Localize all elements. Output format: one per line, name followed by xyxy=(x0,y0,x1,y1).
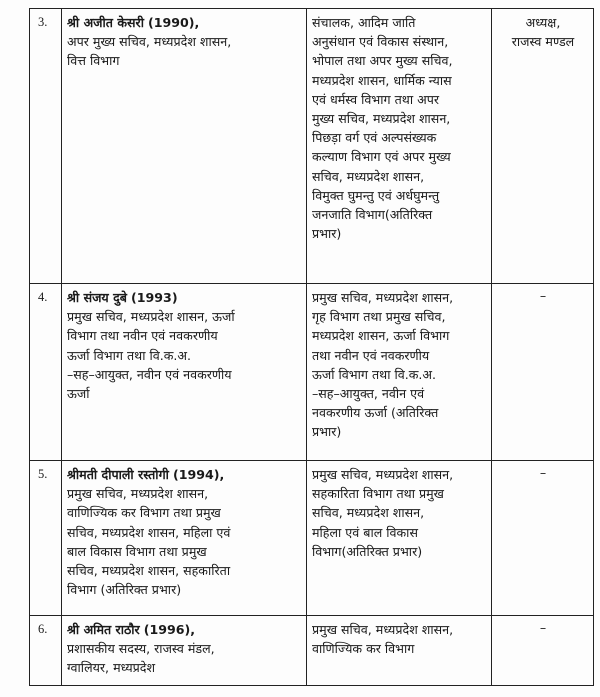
designation-line: ऊर्जा विभाग तथा वि.क.अ. xyxy=(67,347,192,363)
designation-line: प्रमुख सचिव, मध्यप्रदेश शासन, ऊर्जा xyxy=(67,309,235,325)
designation-line: –सह–आयुक्त, नवीन एवं नवकरणीय xyxy=(67,366,232,382)
current-post-line: प्रमुख सचिव, मध्यप्रदेश शासन, xyxy=(312,290,454,305)
officer-cell xyxy=(62,9,307,284)
current-post-line: प्रमुख सचिव, मध्यप्रदेश शासन, xyxy=(312,622,454,637)
new-post-cell xyxy=(492,284,594,461)
current-post-line: नवकरणीय ऊर्जा (अतिरिक्त xyxy=(312,405,439,421)
designation-line: ग्वालियर, मध्यप्रदेश xyxy=(67,660,156,676)
current-post-line: तथा नवीन एवं नवकरणीय xyxy=(312,347,430,363)
current-post-line: मध्यप्रदेश शासन, ऊर्जा विभाग xyxy=(312,328,450,344)
current-post-line: सचिव, मध्यप्रदेश शासन, xyxy=(312,168,425,184)
officer-heading xyxy=(67,288,302,307)
current-post-line: ऊर्जा विभाग तथा वि.क.अ. xyxy=(312,366,437,382)
officer-name: श्री संजय दुबे xyxy=(67,290,127,305)
table-row xyxy=(30,461,594,616)
current-post-line: भोपाल तथा अपर मुख्य सचिव, xyxy=(312,53,453,69)
designation-line: सचिव, मध्यप्रदेश शासन, महिला एवं xyxy=(67,524,231,540)
designation-line: सचिव, मध्यप्रदेश शासन, सहकारिता xyxy=(67,563,231,579)
serial-number: 3. xyxy=(30,9,62,284)
designation-line: विभाग तथा नवीन एवं नवकरणीय xyxy=(67,328,218,344)
officer-cell xyxy=(62,284,307,461)
new-post-line: – xyxy=(539,288,547,303)
batch-year: (1996), xyxy=(143,622,196,637)
current-post-line: एवं धर्मस्व विभाग तथा अपर xyxy=(312,91,440,107)
current-post-line: कल्याण विभाग एवं अपर मुख्य xyxy=(312,149,451,165)
serial-number: 4. xyxy=(30,284,62,461)
designation-line: प्रशासकीय सदस्य, राजस्व मंडल, xyxy=(67,641,215,657)
table-row xyxy=(30,616,594,686)
designation-line: प्रमुख सचिव, मध्यप्रदेश शासन, xyxy=(67,486,209,502)
current-post-line: महिला एवं बाल विकास xyxy=(312,524,418,540)
table-row xyxy=(30,9,594,284)
current-post-line: विमुक्त घुमन्तु एवं अर्धघुमन्तु xyxy=(312,187,440,203)
new-post-line: अध्यक्ष, xyxy=(525,15,561,30)
current-post-line: विभाग(अतिरिक्त प्रभार) xyxy=(312,543,423,559)
officer-cell xyxy=(62,461,307,616)
current-post-line: प्रभार) xyxy=(312,424,342,440)
designation-line: अपर मुख्य सचिव, मध्यप्रदेश शासन, xyxy=(67,34,232,50)
officer-heading xyxy=(67,620,302,639)
current-post-line: अनुसंधान एवं विकास संस्थान, xyxy=(312,34,449,50)
new-post-line: – xyxy=(539,465,547,480)
officer-transfer-table xyxy=(29,8,594,686)
officer-name: श्रीमती दीपाली रस्तोगी xyxy=(67,467,169,482)
designation-line: विभाग (अतिरिक्त प्रभार) xyxy=(67,582,182,598)
new-post-cell xyxy=(492,616,594,686)
current-post-line: प्रभार) xyxy=(312,226,342,242)
current-post-line: वाणिज्यिक कर विभाग xyxy=(312,641,415,657)
current-post-cell xyxy=(307,461,492,616)
batch-year: (1994), xyxy=(172,467,225,482)
designation-line: बाल विकास विभाग तथा प्रमुख xyxy=(67,543,207,559)
current-post-line: पिछड़ा वर्ग एवं अल्पसंख्यक xyxy=(312,130,437,146)
designation-line: वाणिज्यिक कर विभाग तथा प्रमुख xyxy=(67,505,221,521)
table-row xyxy=(30,284,594,461)
serial-number: 5. xyxy=(30,461,62,616)
new-post-line: – xyxy=(539,620,547,635)
designation-line: वित्त विभाग xyxy=(67,53,120,69)
current-post-cell xyxy=(307,616,492,686)
current-post-line: मुख्य सचिव, मध्यप्रदेश शासन, xyxy=(312,111,451,127)
current-post-cell xyxy=(307,284,492,461)
officer-heading xyxy=(67,13,302,32)
table-body xyxy=(30,9,594,686)
current-post-line: मध्यप्रदेश शासन, धार्मिक न्यास xyxy=(312,72,452,88)
current-post-line: –सह–आयुक्त, नवीन एवं xyxy=(312,386,425,402)
current-post-cell xyxy=(307,9,492,284)
new-post-cell xyxy=(492,461,594,616)
current-post-line: जनजाति विभाग(अतिरिक्त xyxy=(312,207,433,223)
current-post-line: सहकारिता विभाग तथा प्रमुख xyxy=(312,486,444,502)
batch-year: (1990), xyxy=(147,15,200,30)
batch-year: (1993) xyxy=(131,290,178,305)
current-post-line: संचालक, आदिम जाति xyxy=(312,15,416,30)
officer-name: श्री अजीत केसरी xyxy=(67,15,144,30)
current-post-line: प्रमुख सचिव, मध्यप्रदेश शासन, xyxy=(312,467,454,482)
current-post-line: गृह विभाग तथा प्रमुख सचिव, xyxy=(312,309,446,325)
officer-name: श्री अमित राठौर xyxy=(67,622,140,637)
officer-cell xyxy=(62,616,307,686)
officer-heading xyxy=(67,465,302,484)
designation-line: ऊर्जा xyxy=(67,386,90,402)
current-post-line: सचिव, मध्यप्रदेश शासन, xyxy=(312,505,425,521)
serial-number: 6. xyxy=(30,616,62,686)
new-post-cell xyxy=(492,9,594,284)
new-post-line: राजस्व मण्डल xyxy=(511,34,575,50)
